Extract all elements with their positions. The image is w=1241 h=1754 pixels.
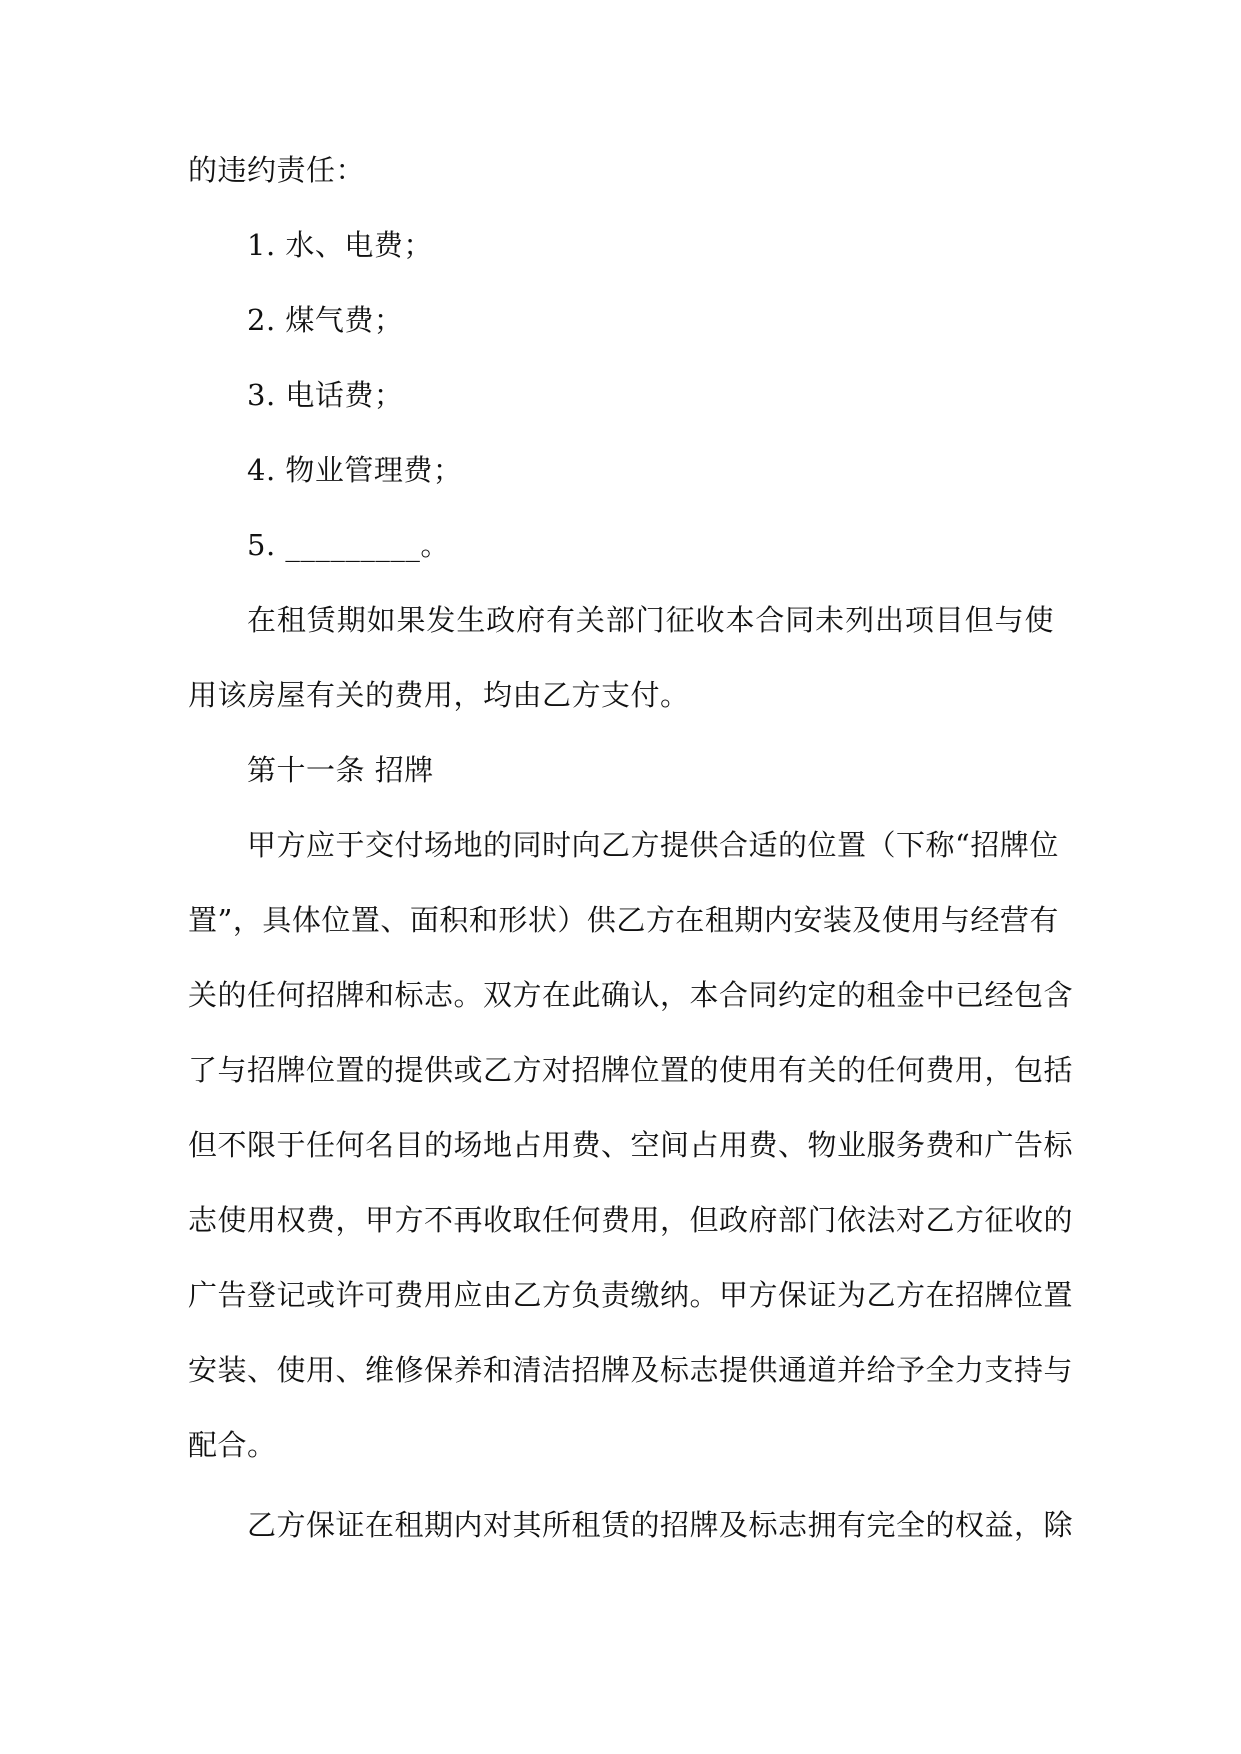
text-line: 的违约责任：	[188, 153, 366, 187]
list-item: 3. 电话费；	[247, 378, 404, 412]
paragraph-line: 但不限于任何名目的场地占用费、空间占用费、物业服务费和广告标	[188, 1128, 1074, 1162]
paragraph-line: 安装、使用、维修保养和清洁招牌及标志提供通道并给予全力支持与	[188, 1353, 1074, 1387]
paragraph-line: 关的任何招牌和标志。双方在此确认，本合同约定的租金中已经包含	[188, 978, 1074, 1012]
paragraph-line: 在租赁期如果发生政府有关部门征收本合同未列出项目但与使	[247, 603, 1054, 637]
paragraph-line: 了与招牌位置的提供或乙方对招牌位置的使用有关的任何费用，包括	[188, 1053, 1074, 1087]
paragraph-line: 乙方保证在租期内对其所租赁的招牌及标志拥有完全的权益，除	[247, 1508, 1074, 1542]
paragraph-line: 置”，具体位置、面积和形状）供乙方在租期内安装及使用与经营有	[188, 903, 1059, 937]
paragraph-line: 甲方应于交付场地的同时向乙方提供合适的位置（下称“招牌位	[247, 828, 1059, 862]
list-item: 2. 煤气费；	[247, 303, 404, 337]
list-item: 5. _________。	[247, 528, 450, 562]
list-item: 4. 物业管理费；	[247, 453, 463, 487]
paragraph-line: 配合。	[188, 1428, 277, 1462]
paragraph-line: 广告登记或许可费用应由乙方负责缴纳。甲方保证为乙方在招牌位置	[188, 1278, 1074, 1312]
list-item: 1. 水、电费；	[247, 228, 433, 262]
paragraph-line: 用该房屋有关的费用，均由乙方支付。	[188, 678, 690, 712]
section-heading: 第十一条 招牌	[247, 753, 434, 787]
paragraph-line: 志使用权费，甲方不再收取任何费用，但政府部门依法对乙方征收的	[188, 1203, 1074, 1237]
